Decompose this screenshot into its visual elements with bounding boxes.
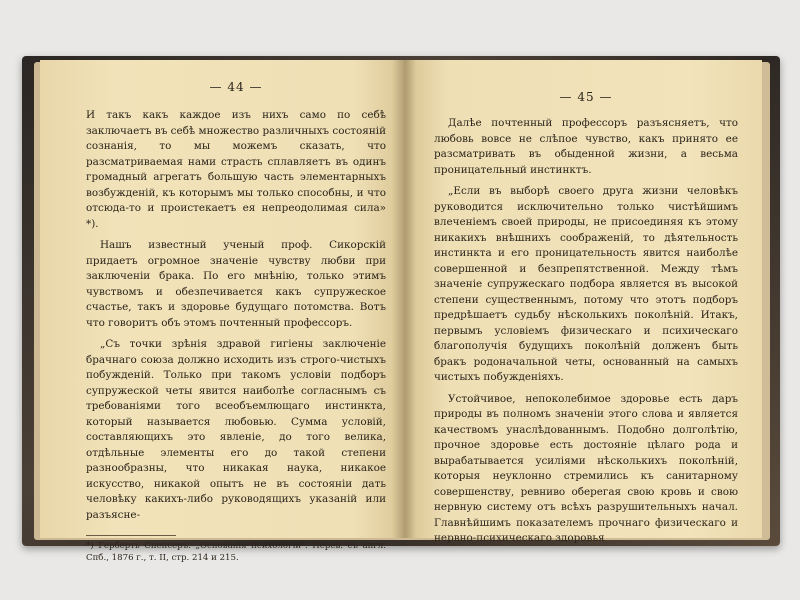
footnote-divider xyxy=(86,535,176,536)
page-number-right: — 45 — xyxy=(559,90,613,104)
paragraph: Нашъ известный ученый проф. Сикорскій придаетъ огромное значеніе чувству любви при заключеніи брака. По его мнѣнію, только этимъ чувствомъ и обезпечивается какъ супружеское счастье, такъ и здоровье будущаго потомства. Вотъ что говоритъ объ этомъ почтенный профессоръ. xyxy=(86,239,386,329)
paragraph: И такъ какъ каждое изъ нихъ само по себѣ заключаетъ въ себѣ множество различныхъ состояній сознанія, то мы можемъ сказать, что разсматриваемая нами страсть сплавляетъ въ одинъ громадный агрегатъ большую часть элементарныхъ возбужденій, къ которымъ мы только способны, и что отсюда-то и проистекаетъ ея непреодолимая сила» *). xyxy=(86,109,386,230)
left-page xyxy=(40,60,408,563)
right-page xyxy=(404,60,762,544)
page-number-left: — 44 — xyxy=(209,80,263,94)
paragraph: Устойчивое, непоколебимое здоровье есть даръ природы въ полномъ значеніи этого слова и является качествомъ унаслѣдованнымъ. Подобно долголѣтію, прочное здоровье есть достояніе цѣлаго рода и вырабатывается усиліями нѣсколькихъ поколѣній, которыя неуклонно стремились къ санитарному совершенству, ревниво оберегая свою кровь и свою нервную систему отъ всѣхъ разрушительныхъ начал. Главнѣйшимъ показателемъ прочнаго физическаго и нервно-психическаго здоровья xyxy=(434,392,738,544)
footnote: *) Герберть Спенсеръ. „Основанія психологіи". Перев. съ англ. Спб., 1876 г., т. II, стр. 214 и 215. xyxy=(86,541,386,563)
paragraph: „Если въ выборѣ своего друга жизни человѣкъ руководится исключительно только чистѣйшимъ влеченіемъ своей природы, не присоединяя къ этому никакихъ внѣшнихъ соображеній, то дѣятельность инстинкта и его проницательность явится наиболѣе совершенной и безпрепятственной. Между тѣмъ значеніе супружескаго подбора является въ высокой степени существеннымъ, потому что этотъ подборъ предрѣшаетъ судьбу нѣсколькихъ поколѣній. Итакъ, первымъ условіемъ физическаго и психическаго благополучія будущихъ поколѣній долженъ быть бракъ родоначальной четы, основанный на самыхъ чистыхъ побужденіяхъ. xyxy=(434,185,738,383)
paragraph: Далѣе почтенный профессоръ разъясняетъ, что любовь вовсе не слѣпое чувство, какъ принято ее разсматривать въ обыденной жизни, а весьма проницательный инстинктъ. xyxy=(434,117,738,176)
paragraph: „Съ точки зрѣнія здравой гигіены заключеніе брачнаго союза должно исходить изъ строго-чистыхъ побужденій. Только при такомъ условіи подборъ супружеской четы явится наиболѣе согласнымъ съ требованіями того всеобъемлющаго инстинкта, который называется любовью. Сумма условій, составляющихъ это явленіе, до того велика, отдѣльные элементы его до такой степени разнообразны, что никакая наука, никакое искусство, никакой опытъ не въ состояніи дать человѣку какихъ-либо руководящихъ указаній или разъясне- xyxy=(86,338,386,521)
